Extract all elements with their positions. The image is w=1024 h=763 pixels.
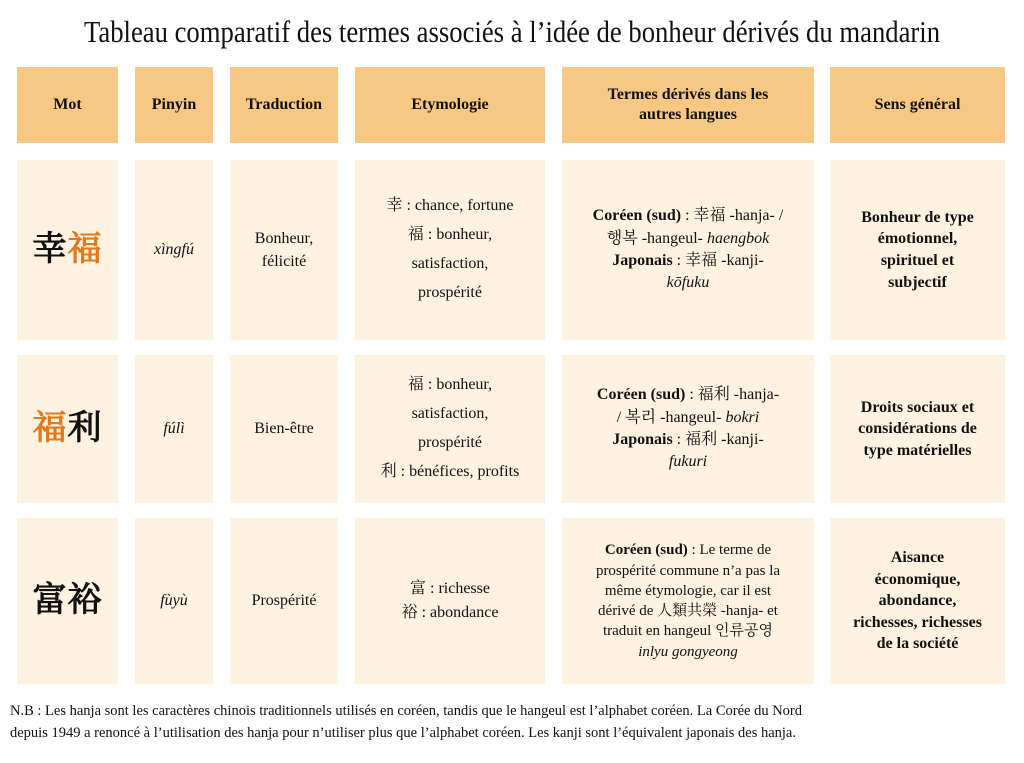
row3-etymologie (355, 518, 545, 684)
row3-pinyin: fùyù (135, 518, 213, 684)
coreen-line: dérivé de 人類共榮 -hanja- et (598, 603, 778, 619)
japonais-text: : 幸福 -kanji- (672, 252, 764, 269)
row2-pinyin: fúlì (135, 355, 213, 503)
etym-line: 福 : bonheur, (407, 376, 493, 394)
sens-line: Aisance (890, 549, 945, 567)
row1-etymologie (355, 160, 545, 340)
sens-line: de la société (876, 635, 959, 653)
row3-traduction: Prospérité (230, 518, 338, 684)
coreen-roman: bokri (725, 408, 760, 426)
coreen-text: : 福利 -hanja- (685, 386, 780, 404)
coreen-line: traduit en hangeul 인류공영 (602, 623, 773, 640)
header-termes: Termes dérivés dans les autres langues (562, 67, 814, 143)
header-traduction: Traduction (230, 67, 338, 143)
header-mot: Mot (17, 67, 118, 143)
row2-etymologie (355, 355, 545, 503)
footnote-line1: N.B : Les hanja sont les caractères chinois traditionnels utilisés en coréen, tandis que le hangeul est l’alphabet coréen. La Corée du Nord (10, 703, 802, 719)
japonais-roman: fukuri (668, 453, 708, 471)
row1-termes (562, 160, 814, 340)
row1-traduction-line2: félicité (261, 253, 307, 270)
japonais-text: : 福利 -kanji- (672, 431, 764, 448)
coreen-text: : 幸福 -hanja- / (681, 207, 784, 225)
sens-line: Droits sociaux et (860, 398, 975, 416)
row1-word (33, 225, 103, 274)
row2-termes (562, 355, 814, 503)
row1-char-a: 幸 (32, 229, 68, 270)
footnote (10, 700, 1016, 745)
row1-char-b: 福 (67, 229, 103, 270)
coreen-label: Coréen (sud) (596, 386, 686, 404)
header-etymologie: Etymologie (355, 67, 545, 143)
row1-traduction-line1: Bonheur, (254, 229, 314, 247)
sens-line: subjectif (888, 273, 947, 291)
japonais-roman: kōfuku (666, 274, 710, 292)
row1-sens (830, 160, 1005, 340)
etym-line: 幸 : chance, fortune (386, 197, 514, 215)
etym-line: 富 : richesse (410, 580, 490, 597)
coreen-line: prospérité commune n’a pas la (595, 562, 781, 579)
footnote-line2: depuis 1949 a renoncé à l’utilisation des hanja pour n’utiliser plus que l’alphabet coréen. Les kanji sont l’équivalent japonais des hanja. (10, 725, 796, 742)
etym-line: prospérité (418, 283, 482, 301)
sens-line: spirituel et (880, 252, 955, 269)
row2-mot (17, 355, 118, 503)
etym-line: 裕 : abondance (401, 604, 499, 621)
row2-sens (830, 355, 1005, 503)
sens-line: type matérielles (863, 441, 972, 459)
row2-char-b: 利 (67, 408, 103, 449)
sens-line: richesses, richesses (853, 613, 982, 631)
sens-line: Bonheur de type (861, 208, 974, 226)
coreen-roman: haengbok (707, 229, 770, 247)
japonais-label: Japonais (612, 252, 673, 269)
row1-pinyin: xìngfú (135, 160, 213, 340)
etym-line: satisfaction, (411, 255, 489, 272)
row3-word (33, 576, 103, 625)
row3-termes (562, 518, 814, 684)
japonais-label: Japonais (612, 431, 673, 448)
row2-char-a: 福 (32, 408, 68, 449)
coreen-label: Coréen (sud) (592, 207, 682, 225)
row1-traduction (230, 160, 338, 340)
sens-line: économique, (874, 570, 961, 588)
row1-mot (17, 160, 118, 340)
etym-line: 利 : bénéfices, profits (380, 462, 520, 480)
etym-line: 福 : bonheur, (407, 226, 493, 244)
coreen-line2: / 복리 -hangeul- (616, 408, 726, 426)
header-sens: Sens général (830, 67, 1005, 143)
coreen-roman: inlyu gongyeong (638, 643, 738, 660)
etym-line: prospérité (418, 434, 482, 451)
row3-sens (830, 518, 1005, 684)
sens-line: abondance, (878, 592, 957, 610)
row3-char-a: 富 (32, 580, 68, 621)
row2-traduction: Bien-être (230, 355, 338, 503)
row3-char-b: 裕 (67, 580, 103, 621)
coreen-text: : Le terme de (687, 542, 772, 559)
coreen-line: même étymologie, car il est (604, 582, 772, 599)
page-title: Tableau comparatif des termes associés à l’idée de bonheur dérivés du mandarin (83, 14, 941, 49)
sens-line: considérations de (858, 420, 977, 438)
coreen-line2: 행복 -hangeul- (606, 229, 707, 247)
row3-mot (17, 518, 118, 684)
etym-line: satisfaction, (411, 405, 489, 423)
row2-word (33, 404, 103, 453)
coreen-label: Coréen (sud) (604, 542, 688, 559)
sens-line: émotionnel, (877, 230, 958, 248)
header-pinyin: Pinyin (135, 67, 213, 143)
